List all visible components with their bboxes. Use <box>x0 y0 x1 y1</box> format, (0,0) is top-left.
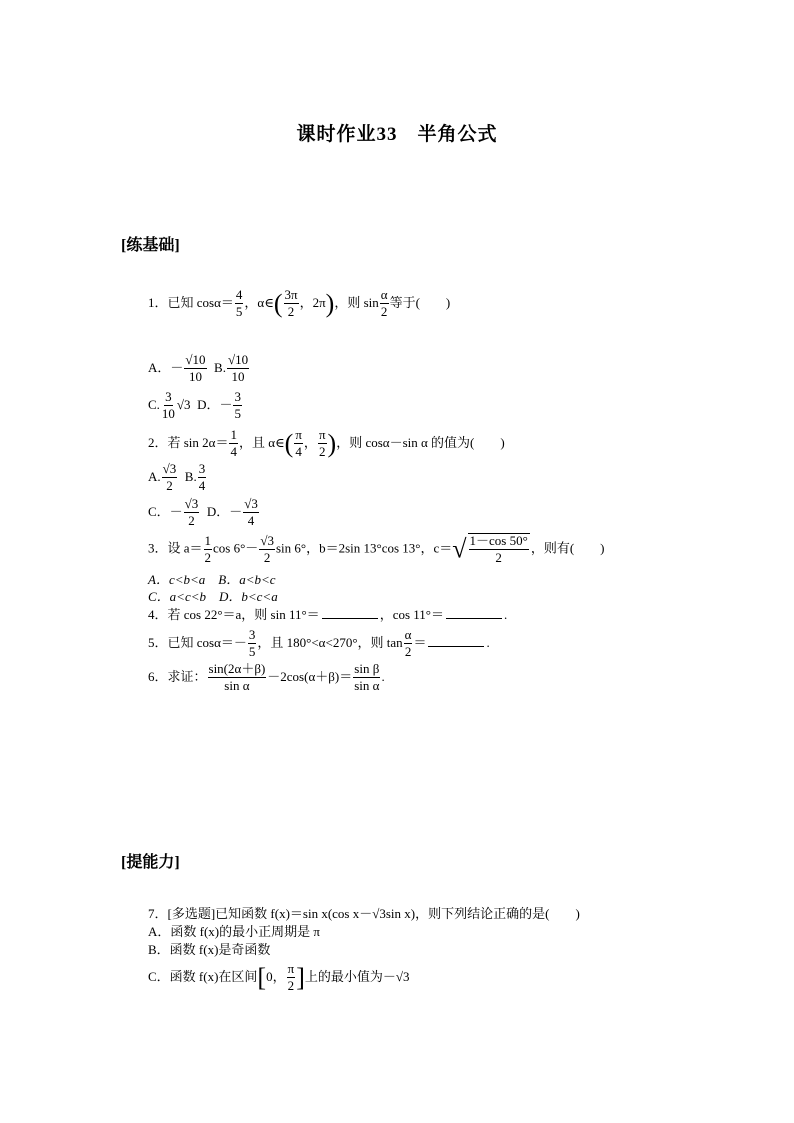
question-6: 6．求证： $\frac{\sin(2\alpha+\beta)}{\text{sin α}}$ －2cos(α＋β)＝ $\frac{\text{sin β}}{\text{sin α}}$ . <box>148 661 385 694</box>
question-1: 1．已知 cosα＝ $\frac{4}{5}$ ，α∈( $\frac{3\pi}{2}$ ，2π)，则 sin $\frac{\alpha}{2}$ 等于( ) <box>148 287 451 320</box>
question-1-options-cd: C. $\frac{3}{10}$ √3 D．－ $\frac{3}{5}$ <box>148 389 241 422</box>
question-3-options-cd: C．a<c<b D．b<c<a <box>148 589 278 604</box>
question-7-option-a: A．函数 f(x)的最小正周期是 π <box>148 924 320 939</box>
page-title: 课时作业33 半角公式 <box>296 124 498 145</box>
section-heading-advanced: [提能力] <box>121 854 180 871</box>
question-3: 3．设 a＝ $\frac{1}{2}$ cos 6°－ $\frac{√3}{2}$ sin 6°，b＝2sin 13°cos 13°，c＝√ $\frac{1-\cos 50^\circ}{2}$ ，则有( ) <box>148 532 605 566</box>
question-5: 5．已知 cosα＝－ $\frac{3}{5}$ ，且 180°<α<270°，则 tan $\frac{\alpha}{2}$ ＝ . <box>148 627 490 660</box>
question-7: 7．[多选题]已知函数 f(x)＝sin x(cos x－√3sin x)，则下列结论正确的是( ) <box>148 906 580 921</box>
section-heading-basic: [练基础] <box>121 237 180 254</box>
question-2-options-ab: A. $\frac{√3}{2}$ B. $\frac{3}{4}$ <box>148 461 206 494</box>
question-7-option-c: C．函数 f(x)在区间[0， $\frac{\pi}{2}$ ]上的最小值为－√3 <box>148 961 410 994</box>
question-4: 4．若 cos 22°＝a，则 sin 11°＝ ，cos 11°＝ . <box>148 607 508 622</box>
question-3-options-ab: A．c<b<a B．a<b<c <box>148 572 276 587</box>
answer-blank <box>446 617 502 619</box>
question-2-options-cd: C．－ $\frac{√3}{2}$ D．－ $\frac{√3}{4}$ <box>148 496 258 529</box>
answer-blank <box>322 617 378 619</box>
question-2: 2．若 sin 2α＝ $\frac{1}{4}$ ，且 α∈( $\frac{\pi}{4}$ ， $\frac{\pi}{2}$ )，则 cosα－sin α 的值为( ) <box>148 427 505 460</box>
question-7-option-b: B．函数 f(x)是奇函数 <box>148 942 271 957</box>
answer-blank <box>428 645 484 647</box>
question-1-options-ab: A．－ $\frac{√10}{10}$ B. $\frac{√10}{10}$ <box>148 352 249 385</box>
